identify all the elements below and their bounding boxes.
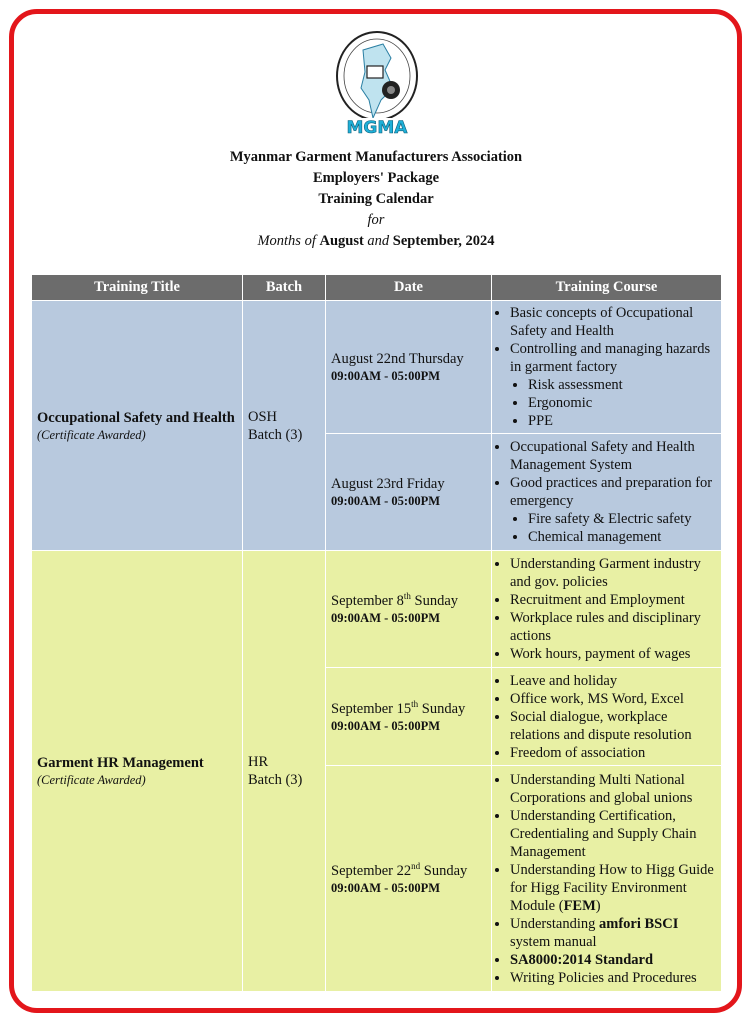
- session-time: 09:00AM - 05:00PM: [331, 494, 440, 508]
- table-row: [32, 551, 722, 668]
- session-date: September 8th Sunday: [331, 591, 459, 609]
- header-block: [0, 147, 752, 252]
- col-header-date: Date: [326, 275, 492, 301]
- date-cell: [326, 301, 492, 434]
- session-time: 09:00AM - 05:00PM: [331, 718, 440, 733]
- session-time: 09:00AM - 05:00PM: [331, 611, 440, 625]
- calendar-title: Training Calendar: [318, 191, 434, 207]
- list-item: • Risk assessment: [528, 376, 717, 394]
- batch-number: Batch (3): [248, 426, 303, 443]
- for-text: for: [367, 212, 385, 228]
- list-item: • Understanding Multi National Corporations and global unions: [510, 771, 717, 807]
- list-item: • Understanding amfori BSCI system manual: [510, 915, 717, 951]
- list-item: • Understanding Garment industry and gov. policies: [510, 555, 717, 591]
- col-header-batch: Batch: [243, 275, 326, 301]
- course-cell: [492, 301, 722, 434]
- months-prefix: Months of: [257, 233, 316, 249]
- list-item: • Workplace rules and disciplinary actions: [510, 609, 717, 645]
- program-title: Garment HR Management: [37, 755, 204, 771]
- list-item: • Occupational Safety and Health Management System: [510, 438, 717, 474]
- training-table: [31, 274, 722, 992]
- list-item-text: Controlling and managing hazards in garment factory: [510, 341, 711, 375]
- program-note: (Certificate Awarded): [37, 427, 146, 442]
- and-text: and: [367, 233, 390, 249]
- list-item: [510, 340, 717, 430]
- session-date: September 22nd Sunday: [331, 860, 468, 879]
- list-item: • Fire safety & Electric safety: [528, 510, 717, 528]
- session-date: August 23rd Friday: [331, 476, 445, 492]
- month-september: September, 2024: [392, 233, 495, 249]
- col-header-title: Training Title: [32, 275, 243, 301]
- list-item: • Basic concepts of Occupational Safety and Health: [510, 304, 717, 340]
- list-item: • Social dialogue, workplace relations and dispute resolution: [510, 708, 717, 744]
- hr-batch-cell: [243, 551, 326, 992]
- list-item: • Recruitment and Employment: [510, 591, 717, 609]
- batch-number: Batch (3): [248, 772, 303, 788]
- osh-title-cell: [32, 301, 243, 551]
- course-cell: [492, 668, 722, 766]
- list-item: • Freedom of association: [510, 744, 717, 762]
- date-cell: [326, 668, 492, 766]
- session-time: 09:00AM - 05:00PM: [331, 369, 440, 383]
- list-item: • Ergonomic: [528, 394, 717, 412]
- month-august: August: [319, 233, 364, 249]
- batch-code: OSH: [248, 408, 278, 425]
- course-cell: [492, 766, 722, 992]
- date-cell: [326, 434, 492, 551]
- hr-title-cell: [32, 551, 243, 992]
- list-item: • Understanding How to Higg Guide for Higg Facility Environment Module (FEM): [510, 861, 717, 915]
- list-item: • SA8000:2014 Standard: [510, 951, 717, 969]
- date-cell: [326, 551, 492, 668]
- course-cell: [492, 551, 722, 668]
- list-item: • PPE: [528, 412, 717, 430]
- table-header-row: [32, 275, 722, 301]
- list-item: • Office work, MS Word, Excel: [510, 690, 717, 708]
- list-item: • Chemical management: [528, 528, 717, 546]
- list-item: • Work hours, payment of wages: [510, 645, 717, 663]
- list-item: [510, 474, 717, 546]
- list-item: • Writing Policies and Procedures: [510, 969, 717, 987]
- session-date: September 15th Sunday: [331, 698, 466, 717]
- session-time: 09:00AM - 05:00PM: [331, 880, 440, 895]
- session-date: August 22nd Thursday: [331, 351, 464, 367]
- list-item: • Understanding Certification, Credentialing and Supply Chain Management: [510, 807, 717, 861]
- table-row: [32, 301, 722, 434]
- list-item: • Leave and holiday: [510, 672, 717, 690]
- list-item-text: Good practices and preparation for emergency: [510, 475, 713, 509]
- package-name: Employers' Package: [312, 170, 440, 186]
- course-cell: [492, 434, 722, 551]
- months-line: [0, 231, 752, 252]
- logo-text: MGMA: [346, 118, 408, 138]
- col-header-course: Training Course: [492, 275, 722, 301]
- program-title: Occupational Safety and Health: [37, 409, 235, 426]
- org-name: Myanmar Garment Manufacturers Association: [229, 149, 523, 165]
- osh-batch-cell: [243, 301, 326, 551]
- batch-code: HR: [248, 754, 269, 770]
- program-note: (Certificate Awarded): [37, 773, 146, 787]
- date-cell: [326, 766, 492, 992]
- mgma-logo: [333, 30, 421, 140]
